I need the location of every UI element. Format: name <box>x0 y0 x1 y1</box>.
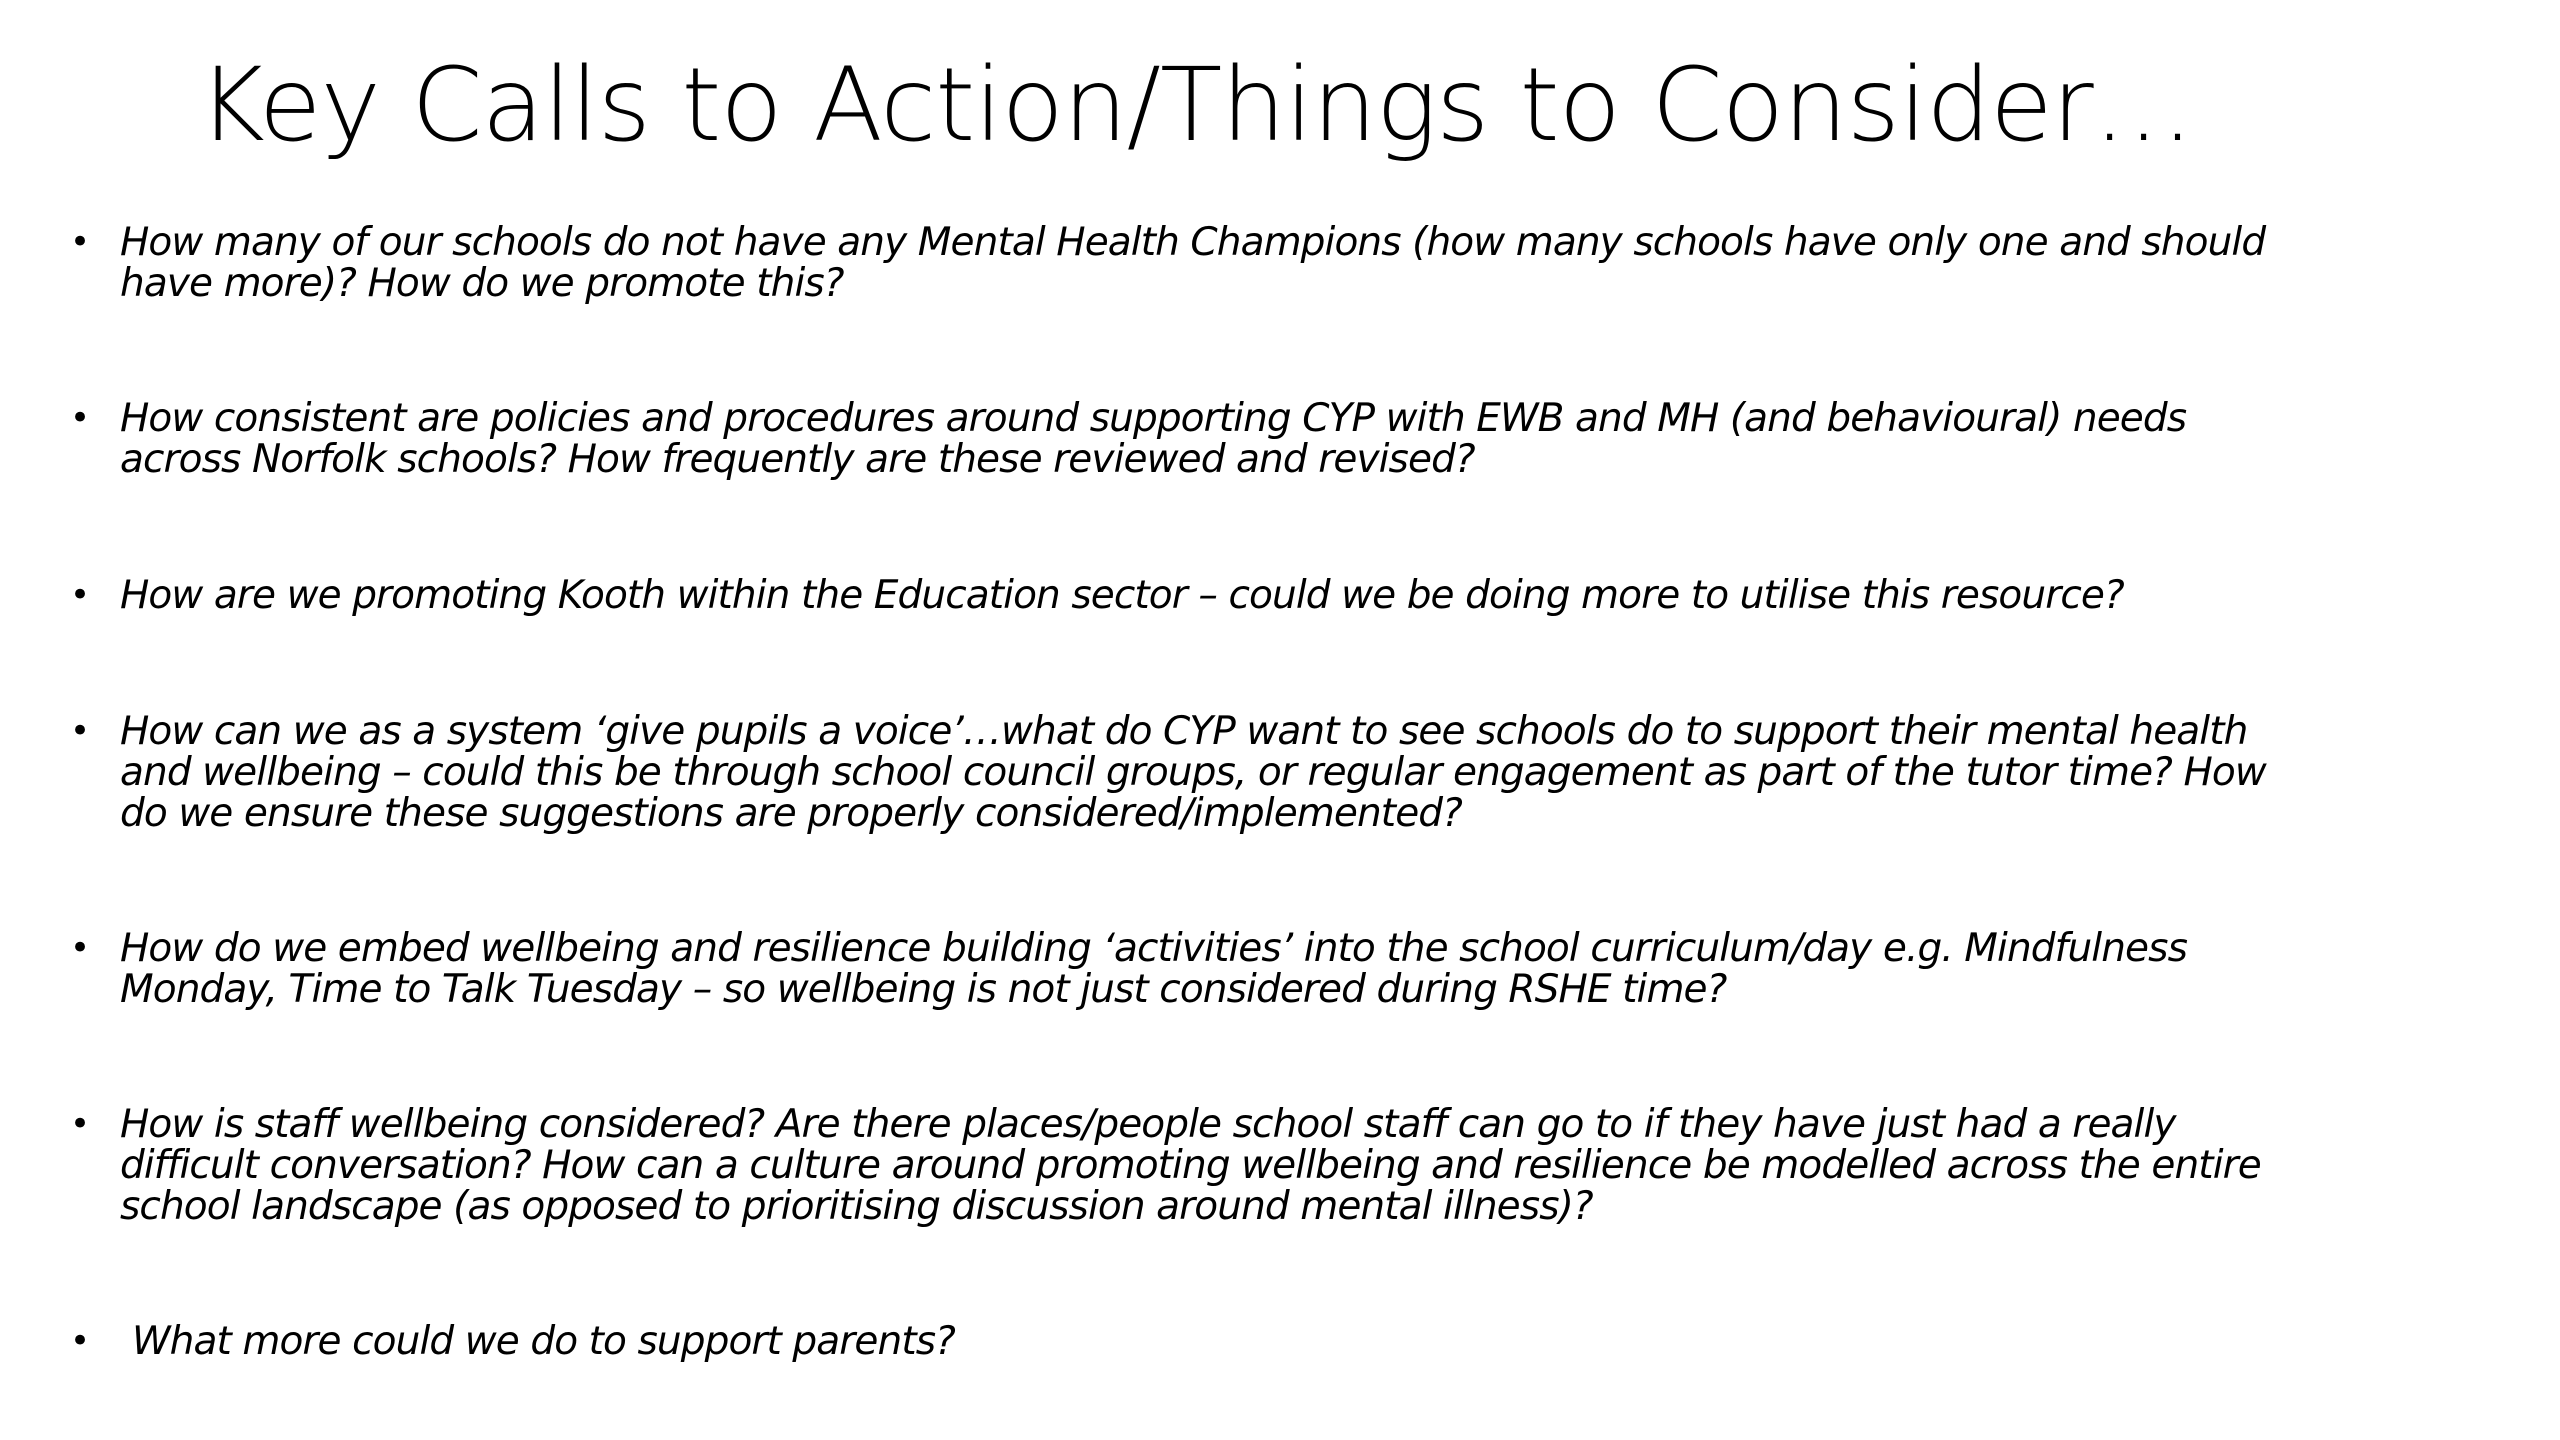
bullet-text <box>120 222 2265 304</box>
bullet-line: across Norfolk schools? How frequently are these reviewed and revised? <box>120 437 1475 482</box>
bullet-line: How can we as a system ‘give pupils a voice’…what do CYP want to see schools do to support their mental health <box>120 709 2248 754</box>
bullet-dot-icon: • <box>70 1104 90 1144</box>
bullet-dot-icon: • <box>70 222 90 262</box>
bullet-dot-icon: • <box>70 928 90 968</box>
slide-title: Key Calls to Action/Things to Consider… <box>198 46 2194 165</box>
bullet-line: difficult conversation? How can a culture around promoting wellbeing and resilience be modelled across the entire <box>120 1143 2261 1188</box>
bullet-line: What more could we do to support parents? <box>132 1319 955 1364</box>
bullet-line: How do we embed wellbeing and resilience building ‘activities’ into the school curriculum/day e.g. Mindfulness <box>120 926 2187 971</box>
bullet-line: and wellbeing – could this be through school council groups, or regular engagement as part of the tutor time? How <box>120 750 2266 795</box>
bullet-text <box>120 928 2187 1010</box>
bullet-line: How many of our schools do not have any Mental Health Champions (how many schools have only one and should <box>120 220 2266 265</box>
bullet-dot-icon: • <box>70 575 90 615</box>
bullet-text <box>120 575 2124 616</box>
bullet-line: How are we promoting Kooth within the Education sector – could we be doing more to utilise this resource? <box>120 573 2124 618</box>
bullet-line: school landscape (as opposed to prioritising discussion around mental illness)? <box>120 1184 1593 1229</box>
bullet-text <box>132 1321 955 1362</box>
bullet-line: have more)? How do we promote this? <box>120 261 844 306</box>
bullet-line: How consistent are policies and procedures around supporting CYP with EWB and MH (and behavioural) needs <box>120 396 2187 441</box>
bullet-line: How is staff wellbeing considered? Are there places/people school staff can go to if they have just had a really <box>120 1102 2176 1147</box>
bullet-line: Monday, Time to Talk Tuesday – so wellbeing is not just considered during RSHE time? <box>120 967 1727 1012</box>
bullet-dot-icon: • <box>70 1321 90 1361</box>
bullet-dot-icon: • <box>70 398 90 438</box>
bullet-line: do we ensure these suggestions are properly considered/implemented? <box>120 791 1462 836</box>
bullet-dot-icon: • <box>70 711 90 751</box>
bullet-text <box>120 1104 2261 1227</box>
bullet-text <box>120 398 2186 480</box>
bullet-text <box>120 711 2266 834</box>
